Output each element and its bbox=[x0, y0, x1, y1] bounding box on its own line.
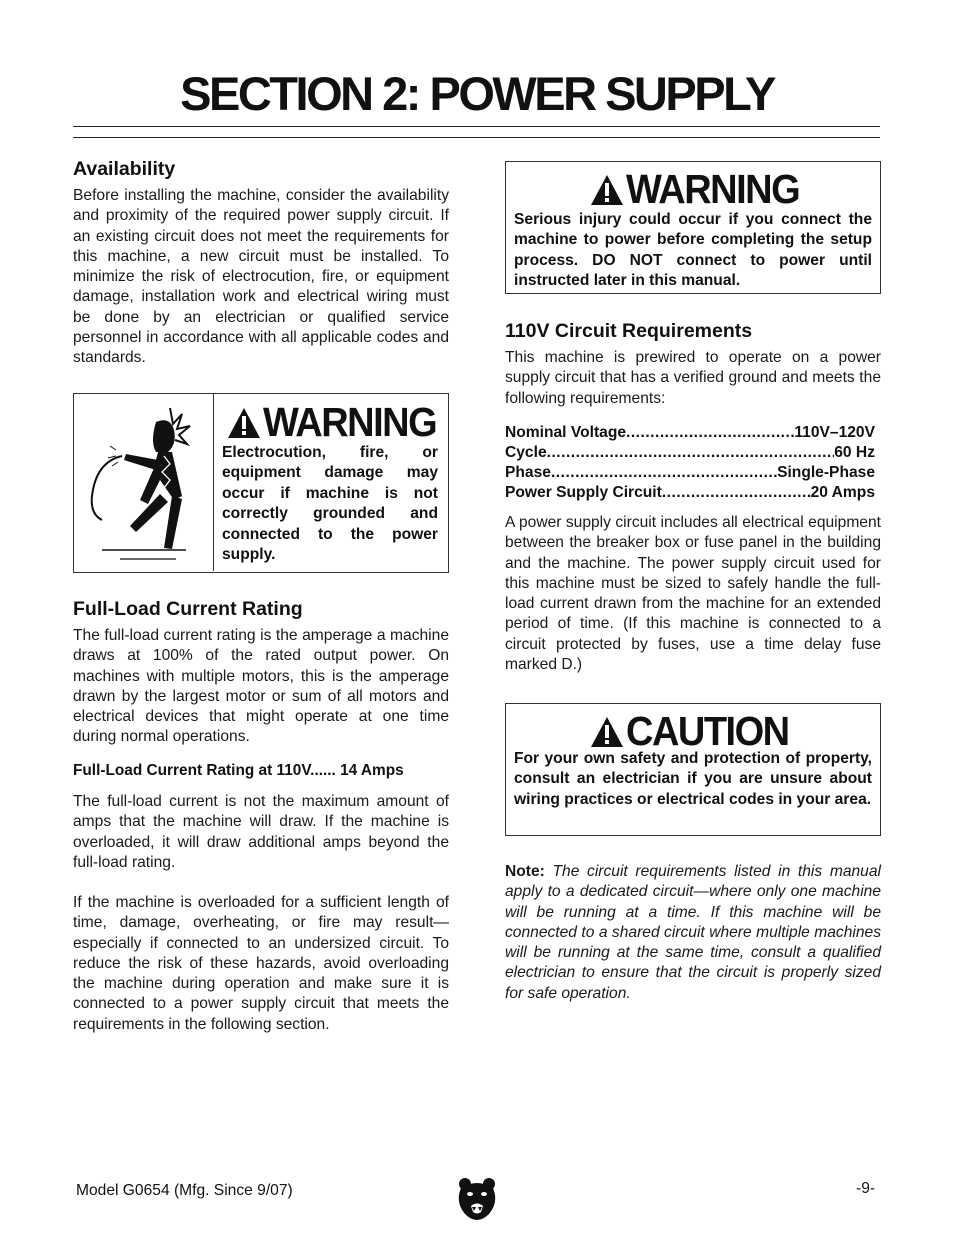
warning-divider bbox=[213, 394, 214, 571]
full-load-text-2: The full-load current is not the maximum amount of amps that the machine will draw. If the machine is overloaded, it will draw additional amps beyond the full-load rating. bbox=[73, 793, 449, 871]
footer-model: Model G0654 (Mfg. Since 9/07) bbox=[76, 1182, 293, 1199]
note-text: The circuit requirements listed in this manual apply to a dedicated circuit—where only one machine will be running at a time. If this machine will be connected to a shared circuit where multiple machines will be running at the same time, consult a qualified electrician to ensure that the circuit is properly sized for safe operation. bbox=[505, 863, 881, 1002]
availability-text bbox=[73, 186, 449, 369]
footer-page-number: -9- bbox=[856, 1180, 876, 1197]
spec-value: 110V–120V bbox=[794, 424, 875, 441]
page-title: SECTION 2: POWER SUPPLY bbox=[180, 67, 774, 120]
spec-label: Nominal Voltage bbox=[505, 424, 627, 441]
circuit-text: A power supply circuit includes all electrical equipment between the breaker box or fuse panel in the building and the machine. The power supply circuit used for this machine must be sized to safely handle the full-load current drawn from the machine for an extended period of time. (If this machine is connected to a circuit protected by fuses, use a time delay fuse marked D.) bbox=[505, 514, 881, 674]
warning-triangle-icon bbox=[590, 174, 624, 206]
warning-electrocution-box bbox=[73, 393, 449, 573]
spec-label: Phase bbox=[505, 464, 551, 481]
spec-row bbox=[505, 423, 875, 443]
caution-triangle-icon bbox=[590, 716, 624, 748]
circuit-spec-list bbox=[505, 423, 875, 503]
warning-setup-box bbox=[505, 161, 881, 294]
electric-shock-person-icon bbox=[86, 404, 206, 566]
full-load-heading: Full-Load Current Rating bbox=[73, 598, 303, 620]
spec-value: Single-Phase bbox=[777, 464, 875, 481]
title-rule-top bbox=[73, 126, 880, 127]
title-rule-bottom bbox=[73, 137, 880, 138]
availability-paragraph: Before installing the machine, consider the availability and proximity of the required power supply circuit. If an existing circuit does not meet the requirements for this machine, a new circuit must be installed. To minimize the risk of electrocution, fire, or equipment damage, installation work and electrical wiring must be done by an electrician or qualified service personnel in accordance with all applicable codes and standards. bbox=[73, 187, 449, 367]
spec-row bbox=[505, 483, 875, 503]
caution-banner bbox=[590, 709, 789, 755]
caution-label: CAUTION bbox=[626, 709, 789, 755]
circuit-intro: This machine is prewired to operate on a power supply circuit that has a verified ground and meets the following requirements: bbox=[505, 349, 881, 407]
full-load-text-3: If the machine is overloaded for a sufficient length of time, damage, overheating, or fire may result—especially if connected to an undersized circuit. To reduce the risk of these hazards, avoid overloading the machine during operation and make sure it is connected to a power supply circuit that meets the requirements in the following section. bbox=[73, 894, 449, 1033]
full-load-text-1: The full-load current rating is the amperage a machine draws at 100% of the rated output power. On machines with multiple motors, this is the amperage drawn by the largest motor or sum of all motors and electrical devices that might operate at one time during normal operations. bbox=[73, 627, 449, 746]
warning-setup-banner bbox=[590, 167, 800, 213]
spec-label: Power Supply Circuit bbox=[505, 484, 662, 501]
grizzly-bear-logo-icon bbox=[457, 1176, 497, 1222]
note-label: Note: bbox=[505, 863, 545, 880]
warning-electrocution-banner bbox=[227, 400, 437, 446]
spec-row bbox=[505, 443, 875, 463]
spec-label: Cycle bbox=[505, 444, 547, 461]
note-block bbox=[505, 862, 881, 1004]
spec-value: 60 Hz bbox=[834, 444, 875, 461]
warning-setup-text: Serious injury could occur if you connect the machine to power before completing the setup process. DO NOT connect to power until instructed later in this manual. bbox=[514, 211, 872, 290]
warning-label: WARNING bbox=[626, 167, 800, 213]
warning-label: WARNING bbox=[263, 400, 437, 446]
warning-electrocution-text: Electrocution, fire, or equipment damage may occur if machine is not correctly grounded and connected to the power supply. bbox=[222, 444, 438, 564]
caution-box bbox=[505, 703, 881, 836]
circuit-heading: 110V Circuit Requirements bbox=[505, 320, 753, 342]
full-load-rating-line: Full-Load Current Rating at 110V...... 14 Amps bbox=[73, 762, 404, 779]
availability-heading: Availability bbox=[73, 158, 176, 180]
spec-row bbox=[505, 463, 875, 483]
caution-text: For your own safety and protection of property, consult an electrician if you are unsure about wiring practices or electrical codes in your area. bbox=[514, 750, 872, 808]
spec-value: 20 Amps bbox=[810, 484, 875, 501]
warning-triangle-icon bbox=[227, 407, 261, 439]
